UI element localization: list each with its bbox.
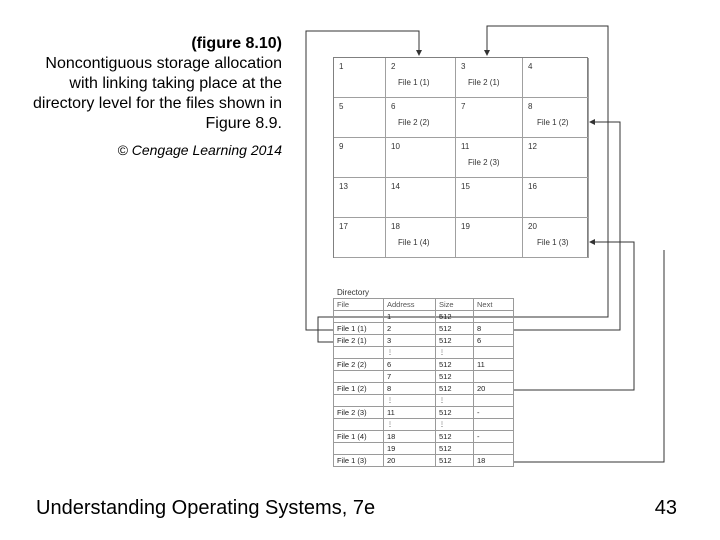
cell-next: - <box>474 431 514 443</box>
figure-number: (figure 8.10) <box>191 35 282 52</box>
cell-file <box>334 371 384 383</box>
block-number: 4 <box>528 62 533 71</box>
block-file-label: File 1 (3) <box>537 238 569 247</box>
block-number: 15 <box>461 182 470 191</box>
cell-next <box>474 311 514 323</box>
storage-block <box>523 138 589 178</box>
cell-next: 11 <box>474 359 514 371</box>
copyright-notice: © Cengage Learning 2014 <box>117 142 282 158</box>
cell-address: 1 <box>384 311 436 323</box>
cell-size: 512 <box>436 383 474 395</box>
cell-address: ⋮ <box>384 419 436 431</box>
directory-title: Directory <box>337 288 370 297</box>
storage-block <box>334 138 386 178</box>
cell-file: File 1 (4) <box>334 431 384 443</box>
storage-block <box>456 138 523 178</box>
block-file-label: File 1 (4) <box>398 238 430 247</box>
cell-address: ⋮ <box>384 347 436 359</box>
cell-next: 6 <box>474 335 514 347</box>
footer-title: Understanding Operating Systems, 7e <box>36 497 376 519</box>
cell-size: ⋮ <box>436 395 474 407</box>
cell-address: 11 <box>384 407 436 419</box>
table-row <box>334 419 514 431</box>
block-number: 11 <box>461 142 470 151</box>
header-file: File <box>334 299 384 311</box>
block-number: 17 <box>339 222 348 231</box>
block-file-label: File 2 (2) <box>398 118 430 127</box>
block-number: 6 <box>391 102 396 111</box>
cell-address: ⋮ <box>384 395 436 407</box>
storage-block <box>456 218 523 258</box>
block-number: 1 <box>339 62 344 71</box>
cell-next <box>474 395 514 407</box>
block-number: 5 <box>339 102 344 111</box>
cell-address: 2 <box>384 323 436 335</box>
block-file-label: File 2 (1) <box>468 78 500 87</box>
storage-block <box>523 98 589 138</box>
arrow-next-block18 <box>513 250 664 462</box>
storage-block <box>386 218 456 258</box>
header-address: Address <box>384 299 436 311</box>
storage-block <box>523 218 589 258</box>
cell-address: 18 <box>384 431 436 443</box>
storage-block <box>334 58 386 98</box>
block-number: 10 <box>391 142 400 151</box>
block-file-label: File 1 (1) <box>398 78 430 87</box>
block-number: 2 <box>391 62 396 71</box>
storage-block <box>456 98 523 138</box>
cell-size: ⋮ <box>436 347 474 359</box>
storage-block <box>386 178 456 218</box>
cell-size: 512 <box>436 407 474 419</box>
cell-next <box>474 347 514 359</box>
table-row <box>334 443 514 455</box>
storage-block <box>456 178 523 218</box>
table-row <box>334 323 514 335</box>
cell-file <box>334 395 384 407</box>
cell-address: 7 <box>384 371 436 383</box>
table-row <box>334 371 514 383</box>
block-number: 9 <box>339 142 344 151</box>
block-number: 20 <box>528 222 537 231</box>
cell-size: ⋮ <box>436 419 474 431</box>
cell-file: File 1 (1) <box>334 323 384 335</box>
cell-file: File 1 (2) <box>334 383 384 395</box>
cell-file <box>334 347 384 359</box>
table-row <box>334 359 514 371</box>
cell-size: 512 <box>436 359 474 371</box>
directory-table <box>333 298 514 467</box>
cell-file: File 2 (3) <box>334 407 384 419</box>
storage-block <box>523 58 589 98</box>
storage-grid <box>333 57 588 258</box>
cell-next: 8 <box>474 323 514 335</box>
storage-block <box>523 178 589 218</box>
storage-block <box>334 178 386 218</box>
storage-block <box>334 218 386 258</box>
cell-size: 512 <box>436 371 474 383</box>
storage-block <box>456 58 523 98</box>
storage-block <box>386 98 456 138</box>
storage-block <box>386 138 456 178</box>
cell-size: 512 <box>436 323 474 335</box>
cell-size: 512 <box>436 431 474 443</box>
cell-file <box>334 443 384 455</box>
block-number: 16 <box>528 182 537 191</box>
header-size: Size <box>436 299 474 311</box>
block-number: 18 <box>391 222 400 231</box>
storage-block <box>334 98 386 138</box>
cell-address: 3 <box>384 335 436 347</box>
cell-address: 6 <box>384 359 436 371</box>
cell-next <box>474 371 514 383</box>
cell-next: 18 <box>474 455 514 467</box>
table-row <box>334 335 514 347</box>
cell-address: 8 <box>384 383 436 395</box>
cell-file <box>334 311 384 323</box>
directory-header-row <box>334 299 514 311</box>
table-row <box>334 383 514 395</box>
cell-address: 20 <box>384 455 436 467</box>
figure-description: Noncontiguous storage allocation with linking taking place at the directory level for the files shown in Figure 8.9. <box>33 55 282 132</box>
table-row <box>334 455 514 467</box>
cell-file <box>334 419 384 431</box>
cell-size: 512 <box>436 335 474 347</box>
block-number: 19 <box>461 222 470 231</box>
cell-size: 512 <box>436 455 474 467</box>
cell-size: 512 <box>436 311 474 323</box>
cell-file: File 1 (3) <box>334 455 384 467</box>
table-row <box>334 395 514 407</box>
block-number: 13 <box>339 182 348 191</box>
cell-address: 19 <box>384 443 436 455</box>
block-number: 14 <box>391 182 400 191</box>
block-number: 3 <box>461 62 466 71</box>
block-file-label: File 2 (3) <box>468 158 500 167</box>
table-row <box>334 407 514 419</box>
page-number: 43 <box>654 497 677 519</box>
block-number: 12 <box>528 142 537 151</box>
cell-next <box>474 419 514 431</box>
arrow-next-block20 <box>513 242 634 390</box>
table-row <box>334 311 514 323</box>
storage-block <box>386 58 456 98</box>
block-file-label: File 1 (2) <box>537 118 569 127</box>
cell-next <box>474 443 514 455</box>
cell-size: 512 <box>436 443 474 455</box>
header-next: Next <box>474 299 514 311</box>
cell-file: File 2 (2) <box>334 359 384 371</box>
cell-file: File 2 (1) <box>334 335 384 347</box>
table-row <box>334 347 514 359</box>
table-row <box>334 431 514 443</box>
block-number: 7 <box>461 102 466 111</box>
cell-next: 20 <box>474 383 514 395</box>
block-number: 8 <box>528 102 533 111</box>
cell-next: - <box>474 407 514 419</box>
